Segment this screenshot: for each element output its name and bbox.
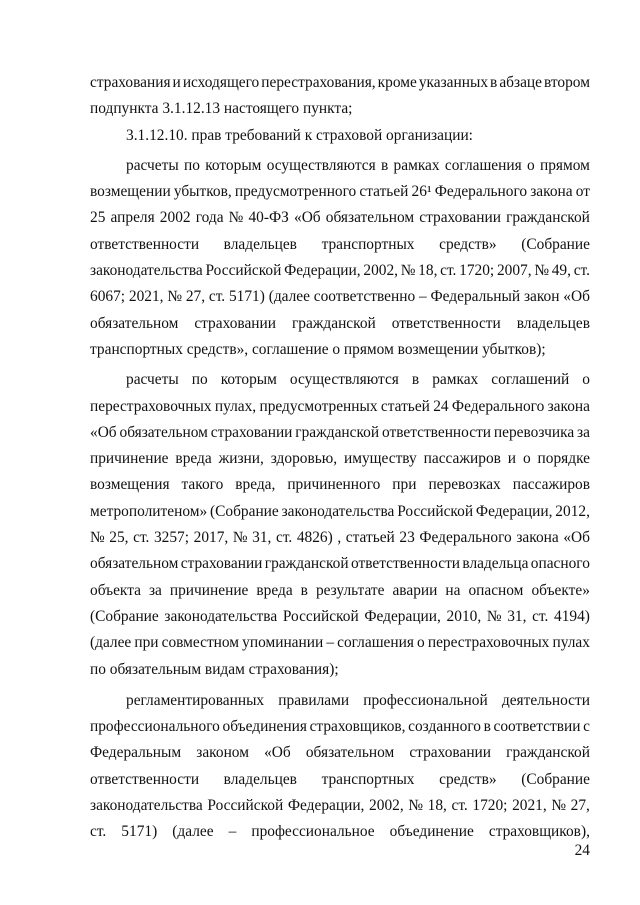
text-line (90, 367, 590, 393)
word: ст. (133, 529, 150, 547)
word: ответственности (350, 555, 461, 573)
word: соглашения (337, 634, 414, 652)
word: транспортных (321, 235, 415, 253)
word: закона (516, 529, 559, 547)
word: рамках (432, 371, 479, 389)
word: профессионального (90, 718, 220, 736)
word: регламентированных (126, 691, 265, 709)
text-line (90, 819, 590, 845)
word: по (191, 371, 208, 389)
word: рамках (393, 156, 440, 174)
text-line (90, 232, 590, 258)
word: Российской (282, 607, 359, 625)
word: при (134, 634, 159, 652)
word: Федерации, (364, 607, 441, 625)
word: «Об (90, 423, 117, 441)
text-line (90, 767, 590, 793)
word: соглашения (444, 156, 522, 174)
word: за (148, 581, 162, 599)
word: созданного (408, 718, 481, 736)
word: года (195, 209, 224, 227)
word: 25, (109, 529, 129, 547)
word: 40-ФЗ (248, 209, 289, 227)
word: апреля (110, 209, 155, 227)
word: ст. (90, 823, 107, 841)
word: 2007, (496, 262, 532, 280)
word: законодательства (90, 262, 203, 280)
word: объединения (222, 718, 307, 736)
text-line: транспортных средств», соглашение о прямом возмещении убытков); (90, 340, 546, 358)
word: 18, (418, 262, 438, 280)
word: ст. (573, 262, 590, 280)
word: 6067; (90, 288, 126, 306)
word: страховании (210, 423, 293, 441)
word: № (400, 262, 416, 280)
word: 18, (427, 797, 447, 815)
word: которым (205, 156, 262, 174)
word: втором (544, 74, 590, 91)
word: предусмотренного (234, 183, 357, 201)
word: пулах, (214, 397, 257, 415)
word: гражданской (506, 744, 590, 762)
word: 4826) (296, 529, 333, 547)
word: опасном (468, 581, 524, 599)
text-line (90, 688, 590, 714)
word: правилами (278, 691, 350, 709)
text-line (90, 793, 590, 819)
word: закон (523, 288, 560, 306)
word: (далее (90, 634, 132, 652)
word: пассажиров (423, 450, 501, 468)
text-line (90, 420, 590, 446)
word: Российской (397, 502, 474, 520)
word: Федеральным (90, 744, 182, 762)
word: – (418, 288, 427, 306)
word: объекта (90, 581, 141, 599)
word: владельцев (516, 314, 590, 332)
word: владельцев (223, 770, 297, 788)
word: Российской (207, 797, 284, 815)
word: пулах (552, 634, 590, 652)
word: 3257; (153, 529, 190, 547)
word: пассажиров (512, 476, 590, 494)
word: убытков, (173, 183, 232, 201)
word: № (228, 209, 244, 227)
word: гражданской (291, 314, 376, 332)
word: Федерального (434, 183, 528, 201)
word: 2012, (555, 502, 590, 520)
word: осуществляются (289, 371, 399, 389)
body-text (90, 70, 590, 846)
word: № (486, 607, 502, 625)
word: вреда (175, 450, 212, 468)
word: ст. (440, 262, 457, 280)
word: 5171) (121, 823, 158, 841)
text-line (90, 179, 590, 205)
word: в (483, 718, 491, 736)
word: № (167, 288, 183, 306)
word: страховщиков, (309, 718, 406, 736)
word: профессиональное (251, 823, 375, 841)
word: и (507, 450, 517, 468)
word: законодательства (164, 607, 278, 625)
word: Федерального (451, 397, 545, 415)
text-line (90, 284, 590, 310)
word: обязательном (325, 209, 415, 227)
word: причиненного (287, 476, 381, 494)
word: ст. (532, 607, 549, 625)
word: (Собрание (210, 502, 279, 520)
word: Федерации, (284, 262, 361, 280)
word: 5171) (228, 288, 265, 306)
word: на (445, 581, 461, 599)
word: законодательства (90, 797, 203, 815)
word: о (522, 450, 531, 468)
word: Федерации, (287, 797, 365, 815)
word: 2010, (446, 607, 482, 625)
word: 26¹ (411, 183, 432, 201)
word: в (490, 74, 498, 91)
word: гражданской (506, 209, 590, 227)
word: «Об (294, 209, 321, 227)
word: метрополитеном» (90, 502, 208, 520)
word: , (337, 529, 342, 547)
word: страховании (180, 555, 263, 573)
word: при (392, 476, 417, 494)
word: владельцев (223, 235, 297, 253)
word: результате (315, 581, 385, 599)
word: страховании (194, 314, 276, 332)
word: 24 (433, 397, 449, 415)
word: 1720; (459, 262, 495, 280)
text-line (90, 153, 590, 179)
word: средств» (439, 770, 497, 788)
word: Федерального (419, 529, 512, 547)
text-line (90, 604, 590, 630)
word: страховании (419, 209, 501, 227)
word: порядке (537, 450, 590, 468)
word: «Об (563, 529, 590, 547)
text-line (90, 205, 590, 231)
text-line: по обязательным видам страхования); (90, 660, 339, 678)
text-line: подпункта 3.1.12.13 настоящего пункта; (90, 100, 353, 118)
word: абзаце (499, 74, 542, 91)
word: гражданской (264, 555, 349, 573)
word: здоровью, (270, 450, 338, 468)
word: вреда, (235, 476, 276, 494)
text-line (90, 446, 590, 472)
word: 2002, (363, 262, 399, 280)
word: за (577, 423, 590, 441)
text-line (90, 472, 590, 498)
word: 49, (551, 262, 571, 280)
word: 31, (252, 529, 272, 547)
word: – (228, 823, 237, 841)
word: обязательном (305, 744, 395, 762)
word: 2002, (369, 797, 404, 815)
word: страховщиков), (488, 823, 590, 841)
word: 2021, (512, 797, 547, 815)
word: Федеральный (430, 288, 521, 306)
word: предусмотренных (259, 397, 378, 415)
word: средств» (439, 235, 497, 253)
word: закона (530, 183, 573, 201)
text-line (90, 525, 590, 551)
word: страховании (409, 744, 492, 762)
word: в (380, 156, 389, 174)
word: с (583, 718, 590, 736)
word: 23 (399, 529, 415, 547)
word: «Об (563, 288, 590, 306)
word: о (527, 156, 535, 174)
word: совместном (161, 634, 240, 652)
word: причинение (90, 450, 169, 468)
word: о (582, 371, 590, 389)
word: расчеты (126, 371, 179, 389)
word: в (411, 371, 420, 389)
word: объекте» (531, 581, 590, 599)
text-line (90, 578, 590, 604)
word: (Собрание (90, 607, 159, 625)
text-line: 3.1.12.10. прав требований к страховой организации: (126, 126, 473, 144)
text-line (90, 630, 590, 656)
word: и (172, 74, 181, 91)
word: кроме (377, 74, 417, 91)
word: ст. (275, 529, 293, 547)
word: (Собрание (521, 235, 590, 253)
word: упоминании (242, 634, 324, 652)
word: – (326, 634, 335, 652)
word: соответствии (493, 718, 581, 736)
word: такого (181, 476, 224, 494)
word: расчеты (126, 156, 179, 174)
word: № (90, 529, 105, 547)
word: статьей (359, 183, 409, 201)
text-line (90, 551, 590, 577)
word: профессиональной (363, 691, 488, 709)
word: статьей (380, 397, 430, 415)
word: соглашений (491, 371, 570, 389)
text-line (90, 740, 590, 766)
word: статьей (345, 529, 395, 547)
word: 1720; (472, 797, 508, 815)
word: № (534, 262, 549, 280)
word: перевозках (428, 476, 501, 494)
word: закона (547, 397, 590, 415)
text-line (90, 714, 590, 740)
word: ст. (451, 797, 468, 815)
word: ответственности (90, 770, 200, 788)
word: вреда (256, 581, 293, 599)
page-number: 24 (574, 842, 590, 859)
word: 2017, (193, 529, 229, 547)
word: соответственно (313, 288, 416, 306)
word: гражданской (295, 423, 380, 441)
text-line (90, 499, 590, 525)
word: № (232, 529, 248, 547)
word: № (551, 797, 567, 815)
word: 31, (507, 607, 527, 625)
word: страхования (90, 74, 171, 91)
word: 2021, (128, 288, 164, 306)
text-line (90, 70, 590, 96)
word: ответственности (391, 314, 501, 332)
word: ст. (208, 288, 226, 306)
word: имуществу (344, 450, 417, 468)
word: перестраховочных (427, 634, 550, 652)
word: которым (220, 371, 277, 389)
word: жизни, (218, 450, 264, 468)
word: перестрахования, (261, 74, 376, 91)
word: № (408, 797, 423, 815)
word: (далее (172, 823, 214, 841)
word: 27, (185, 288, 206, 306)
word: ответственности (90, 235, 200, 253)
word: в (300, 581, 308, 599)
word: транспортных (321, 770, 415, 788)
word: осуществляются (266, 156, 376, 174)
word: 2002 (159, 209, 191, 227)
word: 25 (90, 209, 106, 227)
word: от (575, 183, 590, 201)
word: перевозчика (493, 423, 575, 441)
word: аварии (392, 581, 438, 599)
word: 4194) (554, 607, 590, 625)
text-line (90, 394, 590, 420)
word: возмещении (90, 183, 171, 201)
word: прямом (540, 156, 590, 174)
word: обязательном (119, 423, 208, 441)
word: указанных (418, 74, 489, 91)
word: опасного (530, 555, 590, 573)
word: Российской (205, 262, 282, 280)
word: владельца (462, 555, 529, 573)
word: о (417, 634, 425, 652)
word: Федерации, (475, 502, 553, 520)
word: «Об (264, 744, 291, 762)
word: по (183, 156, 200, 174)
word: (Собрание (521, 770, 590, 788)
word: законом (196, 744, 249, 762)
word: законодательства (281, 502, 395, 520)
word: исходящего (182, 74, 260, 91)
word: (далее (268, 288, 310, 306)
word: причинение (169, 581, 249, 599)
text-line (90, 258, 590, 284)
word: обязательном (90, 555, 179, 573)
word: деятельности (501, 691, 590, 709)
word: объединение (389, 823, 474, 841)
word: 27, (570, 797, 590, 815)
word: обязательном (90, 314, 179, 332)
word: перестраховочных (90, 397, 212, 415)
word: возмещения (90, 476, 170, 494)
text-line (90, 311, 590, 337)
word: ответственности (381, 423, 492, 441)
